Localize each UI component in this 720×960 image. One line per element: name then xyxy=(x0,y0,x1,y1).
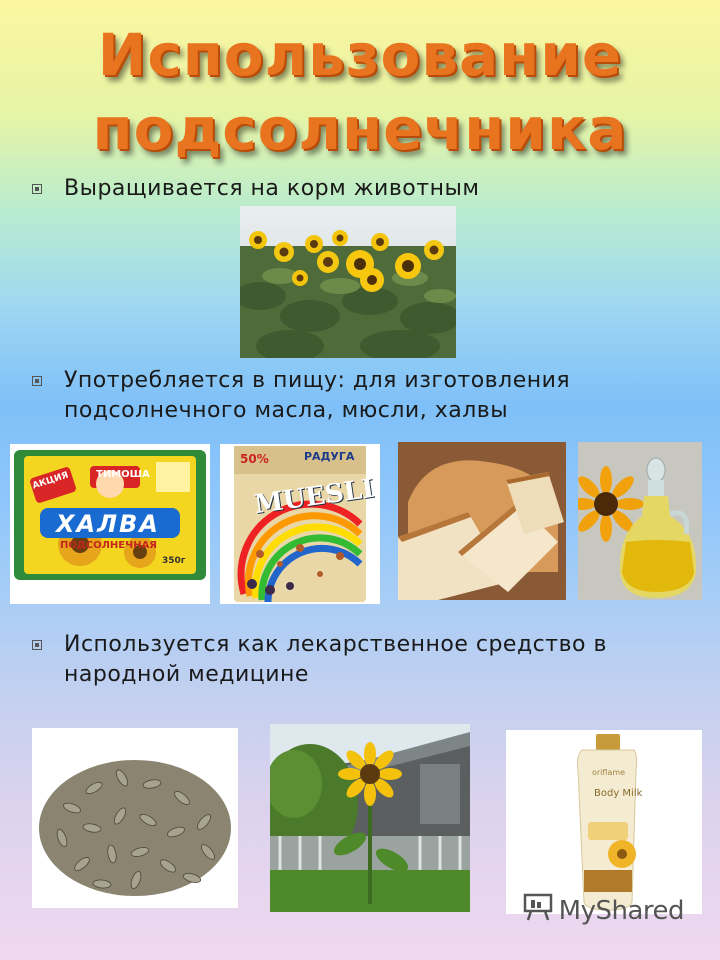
muesli-package-photo xyxy=(220,444,380,604)
bullet-item-2 xyxy=(32,366,672,426)
bullet-icon xyxy=(32,640,42,650)
halva-name: ХАЛВА xyxy=(56,510,160,538)
bullet-text-2: Употребляется в пищу: для изготовления подсолнечного масла, мюсли, халвы xyxy=(64,368,571,423)
title-line-1: Использование xyxy=(97,21,623,89)
watermark-text: MyShared xyxy=(558,895,684,926)
lotion-brand: oriflame xyxy=(592,768,626,777)
watermark-logo xyxy=(523,893,684,928)
bullet-text-3: Используется как лекарственное средство в народной медицине xyxy=(64,632,607,687)
bread-slices-photo xyxy=(398,442,566,600)
garden-sunflower-photo xyxy=(270,724,470,912)
bullet-item-1 xyxy=(32,174,479,204)
muesli-brand: РАДУГА xyxy=(304,450,355,463)
halva-brand: ТИМОША xyxy=(96,469,150,480)
bullet-text-1: Выращивается на корм животным xyxy=(64,176,480,201)
sunflower-oil-photo xyxy=(578,442,702,600)
bullet-icon xyxy=(32,376,42,386)
bullet-item-3 xyxy=(32,630,692,690)
halva-weight: 350г xyxy=(162,556,186,566)
lotion-name: Body Milk xyxy=(594,788,643,799)
sunflower-seeds-photo xyxy=(32,728,238,908)
halva-package-photo xyxy=(10,444,210,604)
muesli-name: MUESLI xyxy=(252,473,377,521)
halva-promo: АКЦИЯ xyxy=(31,470,70,492)
title-line-2: подсолнечника xyxy=(92,95,628,163)
body-milk-photo xyxy=(506,730,702,914)
slide-title xyxy=(0,18,720,166)
muesli-percent: 50% xyxy=(240,452,269,466)
sunflower-field-photo xyxy=(240,206,456,358)
bullet-icon xyxy=(32,184,42,194)
halva-type: ПОДСОЛНЕЧНАЯ xyxy=(60,540,158,551)
presentation-icon xyxy=(523,893,553,928)
